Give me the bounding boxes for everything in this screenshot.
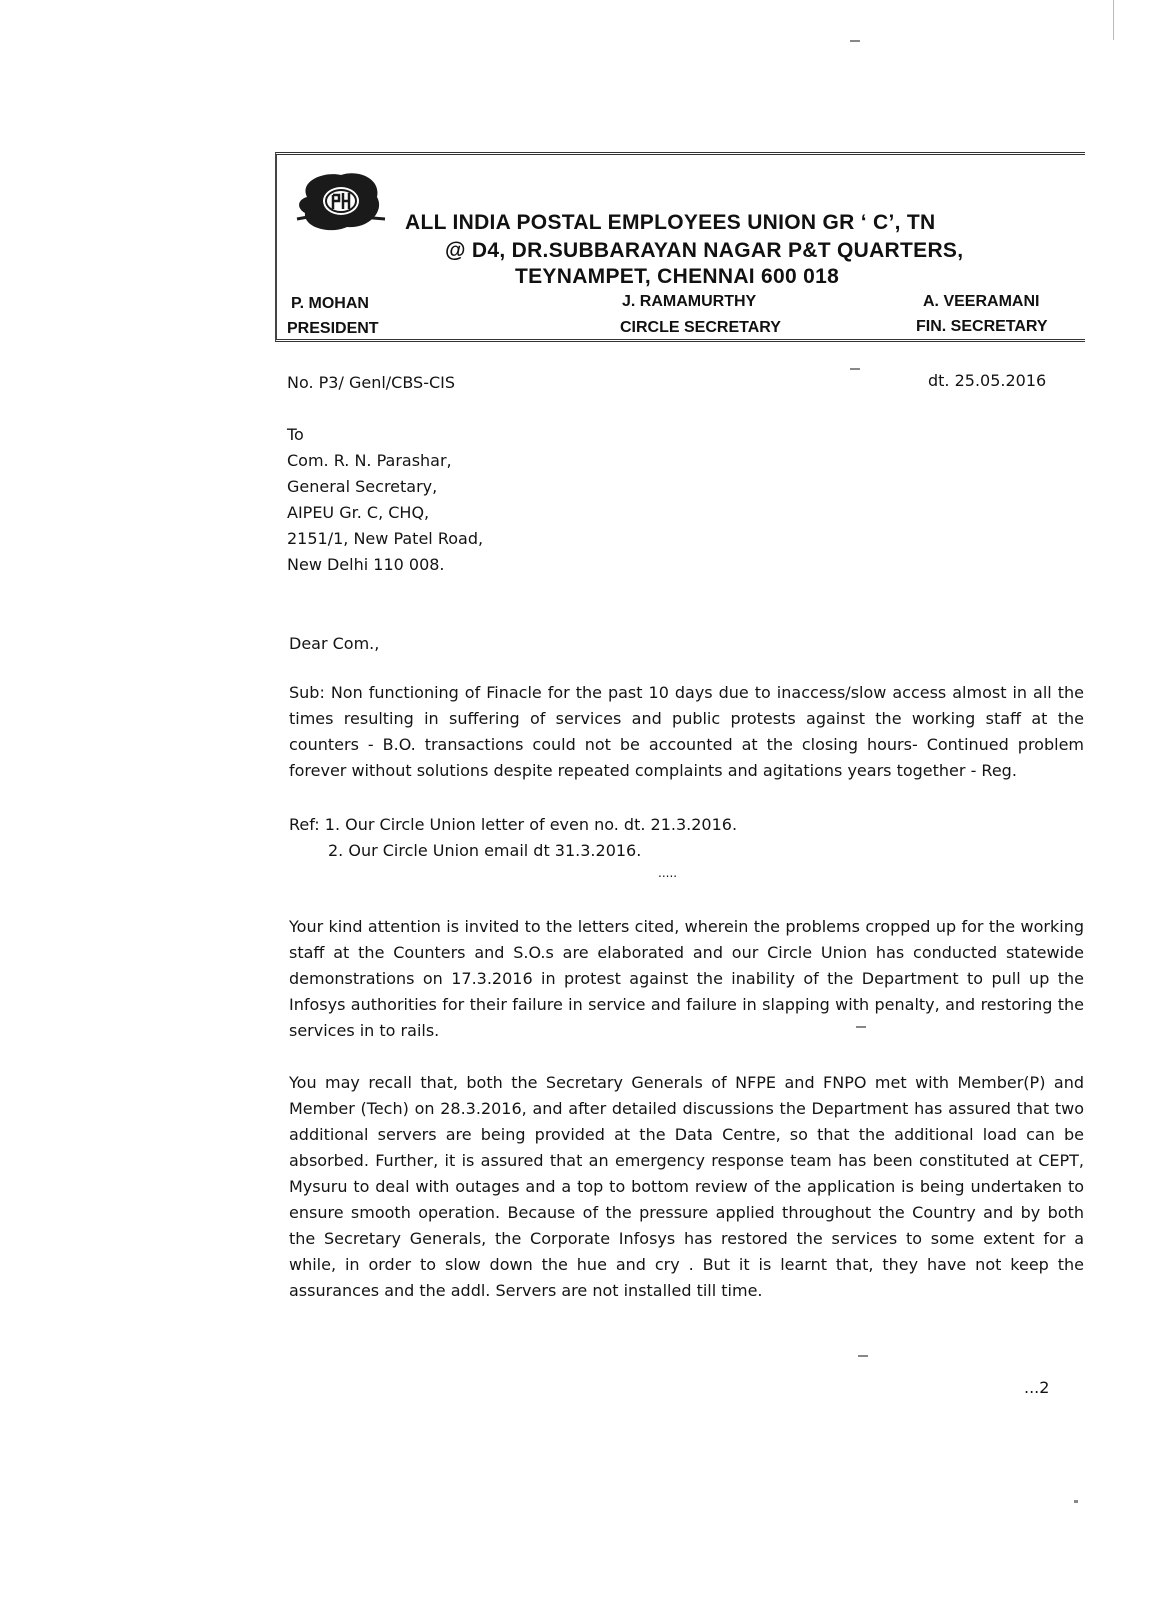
separator-dots: .....: [658, 866, 678, 880]
scan-mark: [850, 368, 860, 370]
address-line: General Secretary,: [287, 477, 438, 496]
circle-secretary-title: CIRCLE SECRETARY: [620, 319, 781, 336]
reference-line-1: Ref: 1. Our Circle Union letter of even no. dt. 21.3.2016.: [289, 815, 738, 834]
salutation: Dear Com.,: [289, 634, 380, 653]
org-address-line2: TEYNAMPET, CHENNAI 600 018: [515, 265, 840, 288]
letter-date: dt. 25.05.2016: [928, 371, 1047, 390]
scan-mark: [856, 1026, 866, 1028]
reference-number: No. P3/ Genl/CBS-CIS: [287, 373, 456, 392]
scan-mark: [858, 1355, 868, 1357]
org-name: ALL INDIA POSTAL EMPLOYEES UNION GR ‘ C’, TN: [405, 211, 936, 234]
union-logo-icon: [289, 167, 389, 237]
scan-mark: [850, 40, 860, 42]
body-paragraph-2: You may recall that, both the Secretary Generals of NFPE and FNPO met with Member(P) and Member (Tech) on 28.3.2016, and after detailed discussions the Department has assured that two additional servers are being provided at the Data Centre, so that the additional load can be absorbed. Further, it is assured that an emergency response team has been constituted at CEPT, Mysuru to deal with outages and a top to bottom review of the application is being undertaken to ensure smooth operation. Because of the pressure applied throughout the Country and by both the Secretary Generals, the Corporate Infosys has restored the services to some extent for a while, in order to slow down the hue and cry . But it is learnt that, they have not keep the assurances and the addl. Servers are not installed till time.: [289, 1073, 1084, 1300]
letterhead: [275, 152, 1085, 342]
fin-secretary-name: A. VEERAMANI: [923, 293, 1040, 310]
address-line: 2151/1, New Patel Road,: [287, 529, 484, 548]
scan-mark: [1074, 1500, 1078, 1503]
subject-paragraph: Sub: Non functioning of Finacle for the past 10 days due to inaccess/slow access almost in all the times resulting in suffering of services and public protests against the working staff at the counters - B.O. transactions could not be accounted at the closing hours- Continued problem forever without solutions despite repeated complaints and agitations years together - Reg.: [289, 683, 1084, 780]
president-name: P. MOHAN: [291, 295, 369, 312]
circle-secretary-name: J. RAMAMURTHY: [622, 293, 757, 310]
address-line: Com. R. N. Parashar,: [287, 451, 452, 470]
org-address-line1: @ D4, DR.SUBBARAYAN NAGAR P&T QUARTERS,: [445, 239, 964, 262]
body-paragraph-1: Your kind attention is invited to the letters cited, wherein the problems cropped up for the working staff at the Counters and S.O.s are elaborated and our Circle Union has conducted statewide demonstrations on 17.3.2016 in protest against the inability of the Department to pull up the Infosys authorities for their failure in service and failure in slapping with penalty, and restoring the services in to rails.: [289, 917, 1084, 1040]
fin-secretary-title: FIN. SECRETARY: [916, 318, 1048, 335]
page-continuation-marker: ...2: [1024, 1378, 1050, 1397]
address-line: New Delhi 110 008.: [287, 555, 445, 574]
president-title: PRESIDENT: [287, 320, 379, 337]
scan-mark: [1113, 0, 1114, 40]
address-line: To: [287, 425, 304, 444]
address-line: AIPEU Gr. C, CHQ,: [287, 503, 430, 522]
reference-line-2: 2. Our Circle Union email dt 31.3.2016.: [328, 841, 642, 860]
